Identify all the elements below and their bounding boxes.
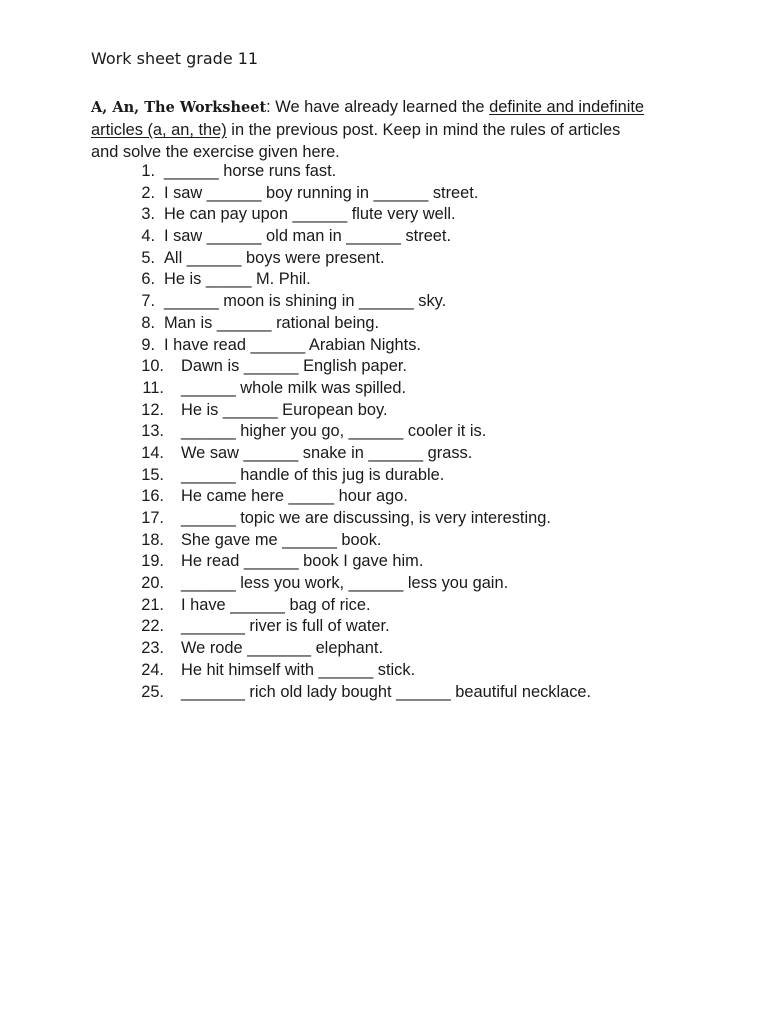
exercise-sentence: ______ topic we are discussing, is very interesting. bbox=[181, 509, 551, 527]
exercise-sentence: He can pay upon ______ flute very well. bbox=[164, 205, 456, 224]
exercise-item bbox=[0, 616, 768, 638]
exercise-sentence: We rode _______ elephant. bbox=[181, 639, 384, 658]
instructions-line-3: and solve the exercise given here. bbox=[91, 143, 340, 161]
exercise-item bbox=[0, 660, 768, 682]
instructions-line-1 bbox=[91, 96, 691, 119]
exercise-sentence: ______ whole milk was spilled. bbox=[181, 378, 407, 397]
exercise-sentence: He read ______ book I gave him. bbox=[181, 552, 424, 571]
exercise-number: 7. bbox=[141, 292, 155, 311]
exercise-number: 23. bbox=[141, 639, 164, 658]
exercise-item bbox=[0, 465, 768, 487]
exercise-number: 11. bbox=[142, 378, 164, 397]
exercise-item bbox=[0, 638, 768, 660]
exercise-item bbox=[0, 204, 768, 226]
exercise-item bbox=[0, 682, 768, 704]
exercise-item bbox=[0, 378, 768, 400]
exercise-sentence: Dawn is ______ English paper. bbox=[181, 357, 407, 376]
exercise-item bbox=[0, 530, 768, 552]
exercise-item bbox=[0, 356, 768, 378]
instructions-text-2: in the previous post. Keep in mind the rules of articles bbox=[226, 121, 621, 139]
exercise-number: 13. bbox=[141, 422, 164, 441]
exercise-sentence: We saw ______ snake in ______ grass. bbox=[181, 443, 473, 462]
exercise-item bbox=[0, 595, 768, 617]
exercise-sentence: I have read ______ Arabian Nights. bbox=[164, 335, 421, 354]
exercise-sentence: _______ river is full of water. bbox=[181, 617, 390, 636]
exercise-number: 10. bbox=[141, 357, 164, 376]
exercise-sentence: He came here _____ hour ago. bbox=[181, 487, 408, 506]
exercise-item bbox=[0, 269, 768, 291]
exercise-sentence: ______ less you work, ______ less you gain. bbox=[181, 574, 509, 593]
exercise-number: 3. bbox=[141, 205, 155, 224]
exercise-number: 24. bbox=[141, 660, 164, 679]
exercise-sentence: Man is ______ rational being. bbox=[164, 313, 380, 332]
worksheet-heading: A, An, The Worksheet bbox=[91, 99, 267, 116]
exercise-sentence: All ______ boys were present. bbox=[164, 248, 385, 267]
exercise-sentence: ______ higher you go, ______ cooler it is. bbox=[181, 422, 487, 441]
instructions-line-2 bbox=[91, 119, 691, 141]
exercise-number: 21. bbox=[141, 595, 164, 614]
exercise-number: 15. bbox=[141, 465, 164, 484]
exercise-item bbox=[0, 183, 768, 205]
exercise-item bbox=[0, 551, 768, 573]
instructions-paragraph bbox=[91, 96, 691, 163]
exercise-number: 18. bbox=[141, 530, 164, 549]
exercise-item bbox=[0, 421, 768, 443]
exercise-sentence: I saw ______ boy running in ______ street. bbox=[164, 183, 479, 202]
exercise-number: 9. bbox=[141, 335, 155, 354]
exercise-number: 5. bbox=[141, 248, 155, 267]
exercise-number: 14. bbox=[141, 443, 164, 462]
exercise-sentence: _______ rich old lady bought ______ beautiful necklace. bbox=[181, 682, 592, 701]
exercise-item bbox=[0, 486, 768, 508]
exercise-number: 1. bbox=[141, 162, 155, 180]
exercise-item bbox=[0, 400, 768, 422]
exercise-item bbox=[0, 248, 768, 270]
articles-link-part-1[interactable]: definite and indefinite bbox=[489, 98, 645, 116]
exercise-number: 25. bbox=[141, 682, 164, 701]
exercise-item bbox=[0, 508, 768, 530]
exercise-sentence: He is _____ M. Phil. bbox=[164, 270, 311, 289]
exercise-item bbox=[0, 291, 768, 313]
exercise-item bbox=[0, 335, 768, 357]
articles-link-part-2[interactable]: articles (a, an, the) bbox=[91, 121, 227, 139]
exercise-item bbox=[0, 313, 768, 335]
exercise-item bbox=[0, 573, 768, 595]
exercise-sentence: She gave me ______ book. bbox=[181, 530, 382, 549]
exercise-sentence: He is ______ European boy. bbox=[181, 400, 388, 419]
exercise-number: 22. bbox=[141, 617, 164, 636]
exercise-sentence: I saw ______ old man in ______ street. bbox=[164, 227, 452, 246]
exercise-sentence: ______ moon is shining in ______ sky. bbox=[164, 292, 447, 311]
exercise-item bbox=[0, 226, 768, 248]
exercise-list bbox=[0, 161, 768, 703]
exercise-number: 17. bbox=[141, 509, 164, 527]
exercise-number: 20. bbox=[141, 574, 164, 593]
exercise-number: 19. bbox=[141, 552, 164, 571]
instructions-text-1: : We have already learned the bbox=[266, 98, 490, 116]
exercise-number: 6. bbox=[141, 270, 155, 289]
worksheet-title: Work sheet grade 11 bbox=[91, 49, 259, 68]
exercise-item bbox=[0, 161, 768, 183]
exercise-sentence: ______ horse runs fast. bbox=[164, 162, 337, 180]
exercise-number: 8. bbox=[141, 313, 155, 332]
exercise-sentence: ______ handle of this jug is durable. bbox=[181, 465, 445, 484]
exercise-sentence: He hit himself with ______ stick. bbox=[181, 660, 416, 679]
exercise-sentence: I have ______ bag of rice. bbox=[181, 595, 371, 614]
exercise-number: 2. bbox=[141, 183, 155, 202]
exercise-item bbox=[0, 443, 768, 465]
exercise-number: 4. bbox=[141, 227, 155, 246]
exercise-number: 16. bbox=[141, 487, 164, 506]
exercise-number: 12. bbox=[141, 400, 164, 419]
